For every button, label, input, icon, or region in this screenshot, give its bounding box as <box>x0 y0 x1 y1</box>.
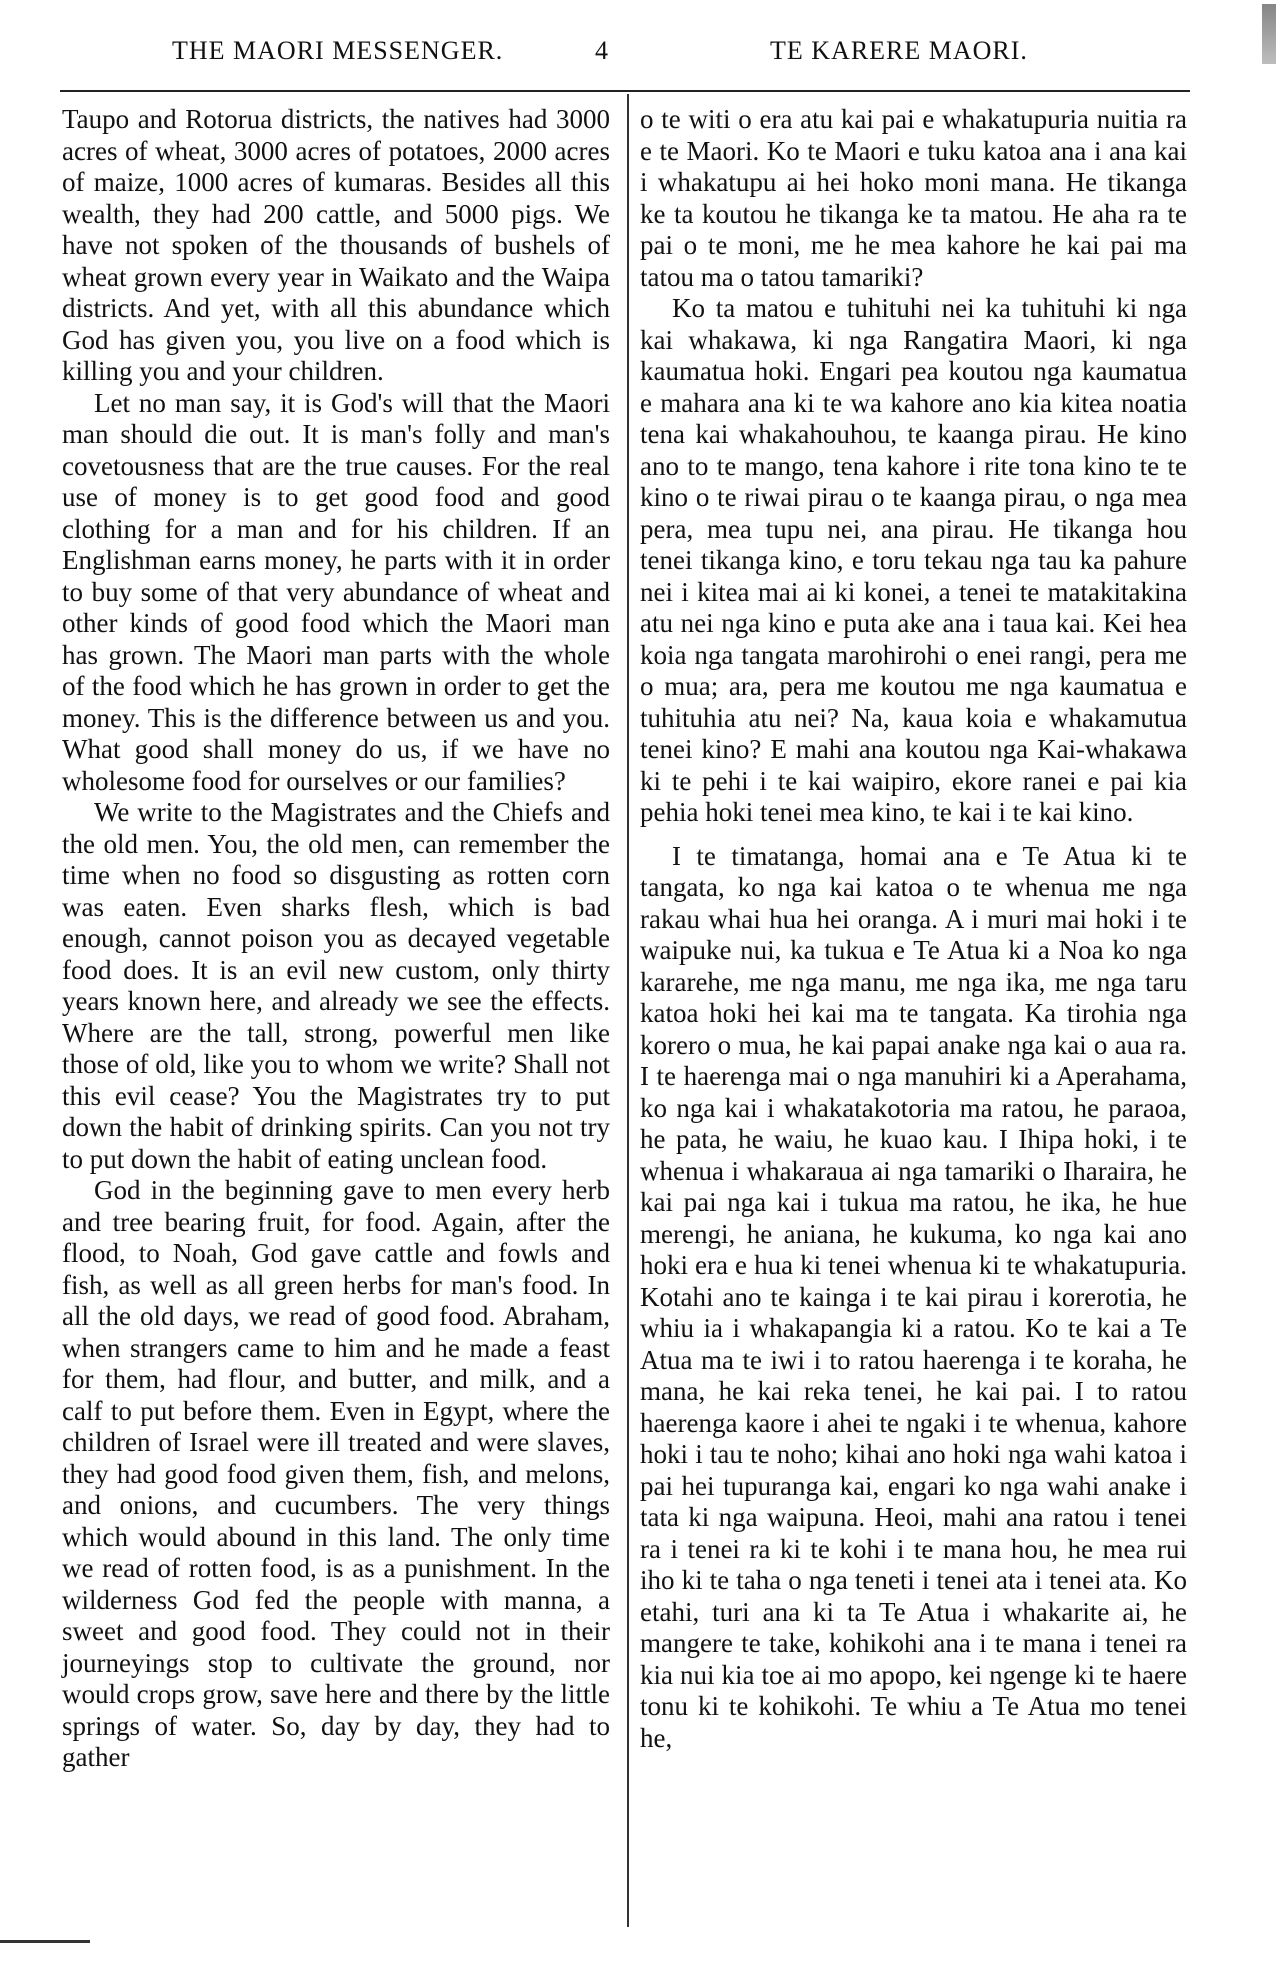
bottom-mark <box>0 1940 90 1943</box>
english-paragraph: God in the beginning gave to men every herb and tree bearing fruit, for food. Again, after the flood, to Noah, God gave cattle and fowls and fish, as well as all green herbs for man's food. In all the old days, we read of good food. Abraham, when strangers came to him and he made a feast for them, had flour, and butter, and milk, and a calf to put before them. Even in Egypt, where the children of Israel were ill treated and were slaves, they had good food given them, fish, and melons, and onions, and cucumbers. The very things which would abound in this land. The only time we read of rotten food, is as a punishment. In the wilderness God fed the people with manna, a sweet and good food. They could not in their journeyings stop to cultivate the ground, nor would crops grow, save here and there by the little springs of water. So, day by day, they had to gather <box>62 1175 610 1772</box>
maori-paragraph: Ko ta matou e tuhituhi nei ka tuhituhi ki nga kai whakawa, ki nga Rangatira Maori, ki nga kaumatua hoki. Engari pea koutou nga kaumatua e mahara ana ki te wa kahore ano kia kitea noatia tena kai whakahouhou, te kaanga pirau. He kino ano to te mango, tena kahore i rite tona kino te te kino o te riwai pirau o te kaanga pirau, o nga mea pera, mea tupu nei, ana pirau. He tikanga hou tenei tikanga kino, e toru tekau nga tau ka pahure nei i kitea mai ai ki konei, a tenei te matakitakina atu nei nga kino e puta ake ana i taua kai. Kei hea koia nga tangata marohirohi o enei rangi, pera me o mua; ara, pera me koutou me nga kaumatua e tuhituhia atu nei? Na, kaua koia e whakamutua tenei kino? E mahi ana koutou nga Kai-whakawa ki te pehi i te kai waipiro, ekore ranei e pai kia pehia hoki tenei mea kino, te kai i te kai kino. <box>640 293 1187 827</box>
english-paragraph: Taupo and Rotorua districts, the natives had 3000 acres of wheat, 3000 acres of potatoes, 2000 acres of maize, 1000 acres of kumaras. Besides all this wealth, they had 200 cattle, and 5000 pigs. We have not spoken of the thousands of bushels of wheat grown every year in Waikato and the Waipa districts. And yet, with all this abundance which God has given you, you live on a food which is killing you and your children. <box>62 104 610 386</box>
header-rule <box>60 90 1190 92</box>
column-divider <box>627 94 629 1927</box>
maori-paragraph: o te witi o era atu kai pai e whakatupuria nuitia ra e te Maori. Ko te Maori e tuku katoa ana i ana kai i whakatupu ai hei hoko moni mana. He tikanga ke ta koutou he tikanga ke ta matou. He aha ra te pai o te moni, me he mea kahore he kai pai ma tatou ma o tatou tamariki? <box>640 104 1187 292</box>
edge-mark <box>1262 4 1276 64</box>
english-masthead: THE MAORI MESSENGER. <box>172 36 504 65</box>
maori-masthead: TE KARERE MAORI. <box>770 36 1028 65</box>
maori-column <box>640 104 1187 1754</box>
maori-paragraph: I te timatanga, homai ana e Te Atua ki te tangata, ko nga kai katoa o te whenua me nga rakau whai hua hei oranga. A i muri mai hoki i te waipuke nui, ka tukua e Te Atua ki a Noa ko nga kararehe, me nga manu, me nga ika, me nga taru katoa hoki hei kai ma te tangata. Ka tirohia nga korero o mua, he kai papai anake nga kai o aua ra. I te haerenga mai o nga manuhiri ki a Aperahama, ko nga kai i whakatakotoria ma ratou, he paraoa, he pata, he waiu, he kuao kau. I Ihipa hoki, i te whenua i whakaraua ai nga tamariki o Iharaira, he kai pai nga kai i tukua ma ratou, he ika, he hue merengi, he aniana, he kukuma, ko nga kai ano hoki era e hua ki tenei whenua ki te whakatupuria. Kotahi ano te kainga i te kai pirau i korerotia, he whiu ia i whakapangia ki a ratou. Ko te kai a Te Atua ma te iwi i to ratou haerenga i te koraha, he mana, he kai reka tenei, he kai pai. I to ratou haerenga kaore i ahei te ngaki i te whenua, kahore hoki i tau te noho; kihai ano hoki nga wahi katoa i pai hei tupuranga kai, engari ko nga wahi anake i tata ki nga waipuna. Heoi, mahi ana ratou i tenei ra i tenei ra ki te kohi i te mana hou, he mea rui iho ki te taha o nga teneti i tenei ata i tenei ata. Ko etahi, turi ana ki ta Te Atua i whakarite ai, he mangere te take, kohikohi ana i te mana i tenei ra kia nui kia toe ai mo apopo, kei ngenge ki te haere tonu ki te kohikohi. Te whiu a Te Atua mo tenei he, <box>640 840 1187 1753</box>
page-number: 4 <box>595 36 609 65</box>
english-column <box>62 104 610 1774</box>
page-header <box>60 36 1190 76</box>
english-paragraph: We write to the Magistrates and the Chiefs and the old men. You, the old men, can remember the time when no food so disgusting as rotten corn was eaten. Even sharks flesh, which is bad enough, cannot poison you as decayed vegetable food does. It is an evil new custom, only thirty years known here, and already we see the effects. Where are the tall, strong, powerful men like those of old, like you to whom we write? Shall not this evil cease? You the Magistrates try to put down the habit of drinking spirits. Can you not try to put down the habit of eating unclean food. <box>62 797 610 1174</box>
english-paragraph: Let no man say, it is God's will that the Maori man should die out. It is man's folly and man's covetousness that are the true causes. For the real use of money is to get good food and good clothing for a man and for his children. If an Englishman earns money, he parts with it in order to buy some of that very abundance of wheat and other kinds of good food which the Maori man has grown. The Maori man parts with the whole of the food which he has grown in order to get the money. This is the difference between us and you. What good shall money do us, if we have no wholesome food for ourselves or our families? <box>62 387 610 796</box>
